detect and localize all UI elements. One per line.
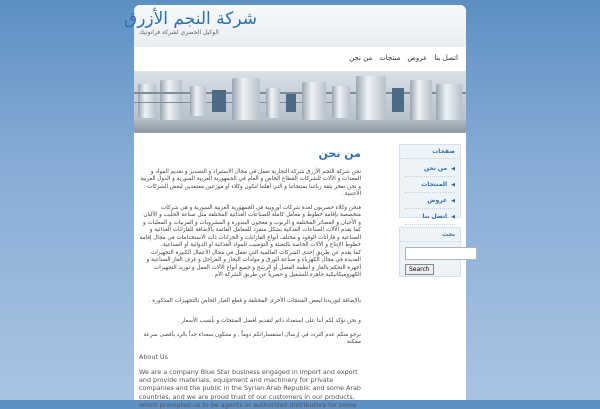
sidebar-item-label: اتصل بنا	[422, 213, 448, 220]
site-tagline: الوكيل الحصري لشركة فرانونيك	[139, 29, 219, 36]
sidebar-item-contact[interactable]	[405, 209, 455, 225]
post-paragraph: فنحن وكلاء حصريون لعدة شركات أوروبية في الجمهورية العربية السورية و هي شركات متخصصة بإقامة خطوط و معامل كاملة للصناعات الغذائية المختلفة مثل صناعة الحليب و الألبان و الأجبان و العصائر المختلفة و الربوب و معجون البندورة و المشروبات و المربيات و المعلبات و كما يقدم الآلات الصناعات الغذائية بشكل منفرد للمعامل القائمة بالإضافة للقازانات الغذائية و الصناعية و قازانات الوقود و مختلف أنواع القازانات و الخزانات ذات الاستخدامات في مجال إقامة خطوط الإنتاج و الآلات الخاصة بالتعبئة و التوضيب للمواد الغذائية أو الدوائية أو الصناعية .	[139, 205, 361, 249]
sidebar-item-products[interactable]	[405, 177, 455, 193]
site-header	[124, 5, 466, 47]
nav-item-offers[interactable]: عروض	[407, 54, 428, 62]
sidebar-item-label: عروض	[427, 197, 448, 204]
page-container	[124, 5, 466, 409]
search-widget	[399, 227, 461, 277]
nav-item-products[interactable]: منتجات	[379, 54, 401, 62]
post-paragraph: نحن شركة النجم الأزرق شركة التجارية تعمل في مجال الاستيراد و التصدير و تقديم المواد و المعدات و الآلات للشركات القطاع الخاص و العام في الجمهورية العربية السورية و الدول العربية و نحن نفخر بثقة زبائننا بمنتجاتنا و التي أهلتنا لنكون وكلاء أو موزعين معتمدين لبعض الشركات الأجنبية .	[140, 169, 361, 198]
sidebar-item-offers[interactable]	[405, 193, 455, 209]
sidebar-item-label: المنتجات	[421, 181, 448, 188]
chevron-left-icon: ◀	[451, 198, 455, 204]
post-title[interactable]: من نحن	[318, 147, 361, 160]
pages-widget	[399, 144, 461, 218]
nav-item-contact[interactable]: اتصل بنا	[434, 54, 458, 62]
english-paragraph: We are a company Blue Star business engaged in import and export and provide materials, equipment and machinery for private companies and the public in the Syrian Arab Republic and some Arab countries, and we are proud trust of our customers in our products, which prompted us to be agents or authorized distributors for some	[139, 368, 361, 409]
post-paragraph: بالإضافة لتوريدنا لبعض المنتجات الأخرى المختلفة و قطع الغيار الخاص بالتجهيزات المذكورة .	[148, 298, 361, 304]
sidebar-item-about[interactable]	[405, 161, 455, 177]
main-nav	[134, 47, 466, 72]
site-title[interactable]: شركة النجم الأزرق	[124, 9, 257, 29]
header-banner-image	[134, 72, 466, 133]
search-input[interactable]	[405, 247, 477, 260]
chevron-left-icon: ◀	[451, 166, 455, 172]
post-paragraph: نرجو منكم عدم التردد في إرسال استفساراتكم دوماً , و ستكون سعداء جداً بالرد بأقصى سرعة ممكنة .	[143, 332, 361, 346]
english-heading: About Us	[139, 353, 168, 361]
sidebar-item-label: من نحن	[423, 165, 448, 172]
post-paragraph: و نحن نؤكد لكم أننا على استعداد دائم لتقديم أفضل المنتجات و بأنسب الأسعار .	[177, 318, 361, 324]
pages-widget-title: صفحات	[400, 145, 460, 159]
main-content	[139, 132, 361, 409]
search-button[interactable]: Search	[405, 264, 434, 275]
nav-item-about[interactable]: من نحن	[349, 54, 373, 62]
post-paragraph: كما يقدم عن طريق إحدى الشركات العالمية التي تعمل في مجال الأعمال الكبيرة التجهيزات العديدة في مجال الكهرباء و صناعة الورق و مولدات البخار و المراجل و غرف الغاز الصناعية و أجهزة التحكم بالغاز و أنظمة الفصل أو الرشح و جميع أنواع الآلات العمل و توريد التجهيزات الكهروميكانيكية جاهزة للتشغيل و حصرياً عن طريق الشركة الأم .	[146, 250, 361, 279]
chevron-left-icon: ◀	[451, 214, 455, 220]
search-widget-title: بحث	[400, 228, 460, 242]
chevron-left-icon: ◀	[451, 182, 455, 188]
